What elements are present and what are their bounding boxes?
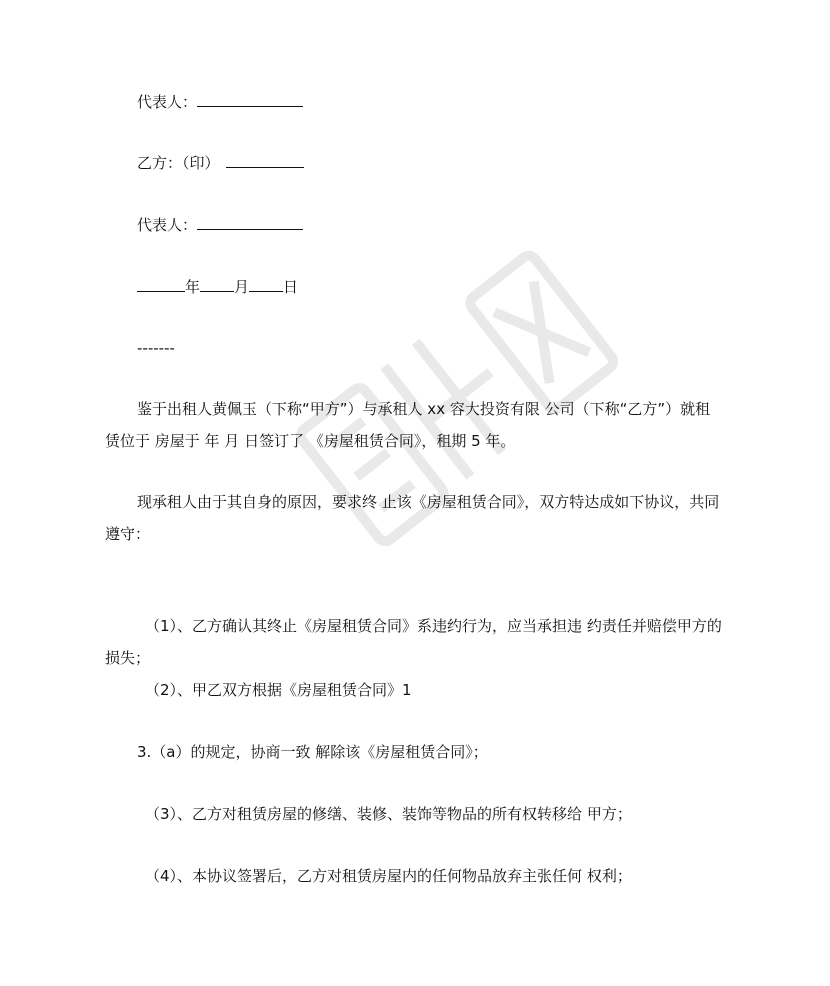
representative-blank-1: [197, 91, 303, 107]
party-b-seal-line: [137, 152, 304, 173]
date-line: [137, 276, 298, 297]
month-label: 月: [234, 278, 250, 296]
representative-label-2: 代表人：: [137, 216, 198, 234]
party-b-seal-label: 乙方：（印）: [137, 154, 220, 172]
representative-label-1: 代表人：: [137, 93, 198, 111]
day-label: 日: [283, 278, 299, 296]
day-blank: [249, 276, 283, 292]
clause-4: （4）、本协议签署后，乙方对租赁房屋内的任何物品放弃主张任何 权利；: [145, 867, 632, 885]
month-blank: [200, 276, 234, 292]
clause-2-continued: 3.（a）的规定，协商一致 解除该《房屋租赁合同》；: [137, 743, 488, 761]
year-label: 年: [185, 278, 201, 296]
request-paragraph: 现承租人由于其自身的原因，要求终 止该《房屋租赁合同》，双方特达成如下协议，共同遵守：: [105, 493, 720, 543]
party-b-seal-blank: [226, 152, 304, 168]
clause-3: （3）、乙方对租赁房屋的修缮、装修、装饰等物品的所有权转移给 甲方；: [145, 805, 632, 823]
representative-line-1: [137, 91, 303, 112]
recital-paragraph: 鉴于出租人黄佩玉（下称“甲方”）与承租人 xx 容大投资有限 公司（下称“乙方”）就租赁位于 房屋于 年 月 日签订了 《房屋租赁合同》，租期 5 年。: [105, 400, 711, 450]
representative-blank-2: [197, 214, 303, 230]
clause-1: （1）、乙方确认其终止《房屋租赁合同》系违约行为，应当承担违 约责任并赔偿甲方的损失；: [105, 617, 722, 667]
clause-2: （2）、甲乙双方根据《房屋租赁合同》1: [145, 681, 412, 699]
separator: -------: [137, 339, 175, 357]
year-blank: [137, 276, 185, 292]
representative-line-2: [137, 214, 303, 235]
